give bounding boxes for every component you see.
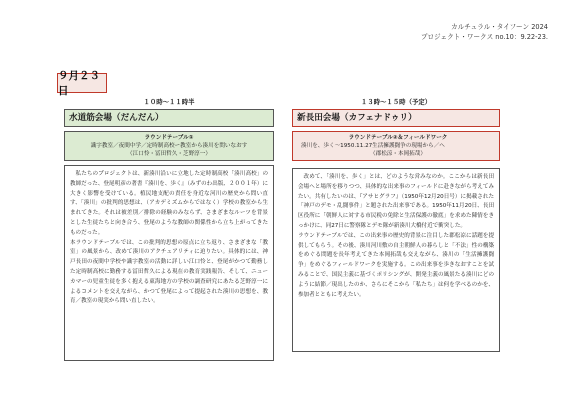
left-time: １０時〜１１時半: [143, 98, 195, 106]
right-column: [292, 97, 500, 352]
left-panel-title: ラウンドテーブル①: [144, 135, 194, 141]
right-panel-names: （郡松涼・本岡拓哉）: [370, 151, 426, 157]
event-title: カルチュラル・タイフーン 2024: [451, 23, 548, 31]
left-body-text: [64, 165, 274, 361]
left-venue-title: 水道筋会場（だんだん）: [64, 109, 274, 127]
right-venue-title: 新長田会場（カフェナドゥリ）: [292, 109, 500, 127]
right-body: 改めて、「湊川を、歩く」とは、どのような営みなのか。ここからは新長田会場へと場所を移りつつ、具体的な出来事のフィールドに赴きながら考えてみたい。共有したいのは、『アサヒグラフ』（1950年12月20日号）に掲載された「神戸のデモ・乱闘事件」と題された出来事である。1950年11月20日、長田区役所に「朝鮮人に対する市民税の免除と生活保護の徹底」を求めた陳情をきっかけに、同27日に警察隊とデモ隊が新湊川大橋付近で衝突した。 ラウンドテーブルでは、この出来事の歴史的背景に注目した郡松凉に話題を提供してもらう。その後、湊川河川敷の自主朝鮮人の暮らしと「不法」性の構築をめぐる問題を長年考えてきた本岡拓哉も交えながら、湊川の「生活擁護闘争」をめぐるフィールドワークを実施する。この出来事を歩きなおすことを試みることで、国民主義に基づくポリシングが、開発主義の風景たる湊川にどのように結節／現出したのか、さらにそこから「私たち」は何を学べるのかを、参加者とともに考えたい。: [298, 174, 494, 298]
left-panel-subtitle: 識字教室／夜間中学／定時制高校ー教室から湊川を問いなおす: [90, 143, 248, 149]
right-body-text: [292, 168, 500, 352]
right-session-panel: [292, 131, 500, 161]
right-panel-title: ラウンドテーブル②＆フィールドワーク: [348, 135, 448, 141]
left-body: 私たちのプロジェクトは、新湊川沿いに立地した定時制高校「湊川高校」の教師だった、登尾明彦の著書『湊川を、歩く』（みずのわ出版、２００１年）に大きく影響を受けている。植民地支配の責任を身近な河川の歴史から問い直す、「湊川」の批判的思想は、（アカデミズムからではなく）学校の教室から生まれてきた。それは被差別／排除の経験のみならず、さまざまなルーツを背景とした生徒たちと向き合う、登尾のような教師の関係性から立ち上がってきたものだった。 本ラウンドテーブルでは、この批判的思想の原点に立ち返り、さまざまな「教室」の風景から、改めて湊川のアクチュアリティに迫りたい。具体的には、神戸長田の夜間中学校や識字教室の活動に詳しい江口怜と、登尾がかつて勤務した定時制高校に勤務する冨田哲久による現在の教育実践報告、そして、ニューカマーの児童生徒を多く抱える東海地方の学校の調査研究にあたる芝野淳一によるコメントを交えながら、かつて登尾によって提起された湊川の思想を、教育／教室の現実から問い直したい。: [70, 171, 268, 305]
left-panel-names: （江口怜・冨田哲久・芝野淳一）: [127, 151, 211, 157]
left-session-panel: [64, 131, 274, 161]
project-subtitle: プロジェクト・ワークス no.10：9.22-23.: [420, 33, 548, 41]
right-time: １３時〜１５時（予定）: [360, 98, 432, 106]
header: [421, 22, 548, 42]
date-label: ９月２３日: [57, 73, 107, 93]
right-panel-line: 湊川を、歩く〜1950.11.27生活擁護闘争の現場から／へ: [301, 143, 445, 149]
left-column: [64, 97, 274, 361]
